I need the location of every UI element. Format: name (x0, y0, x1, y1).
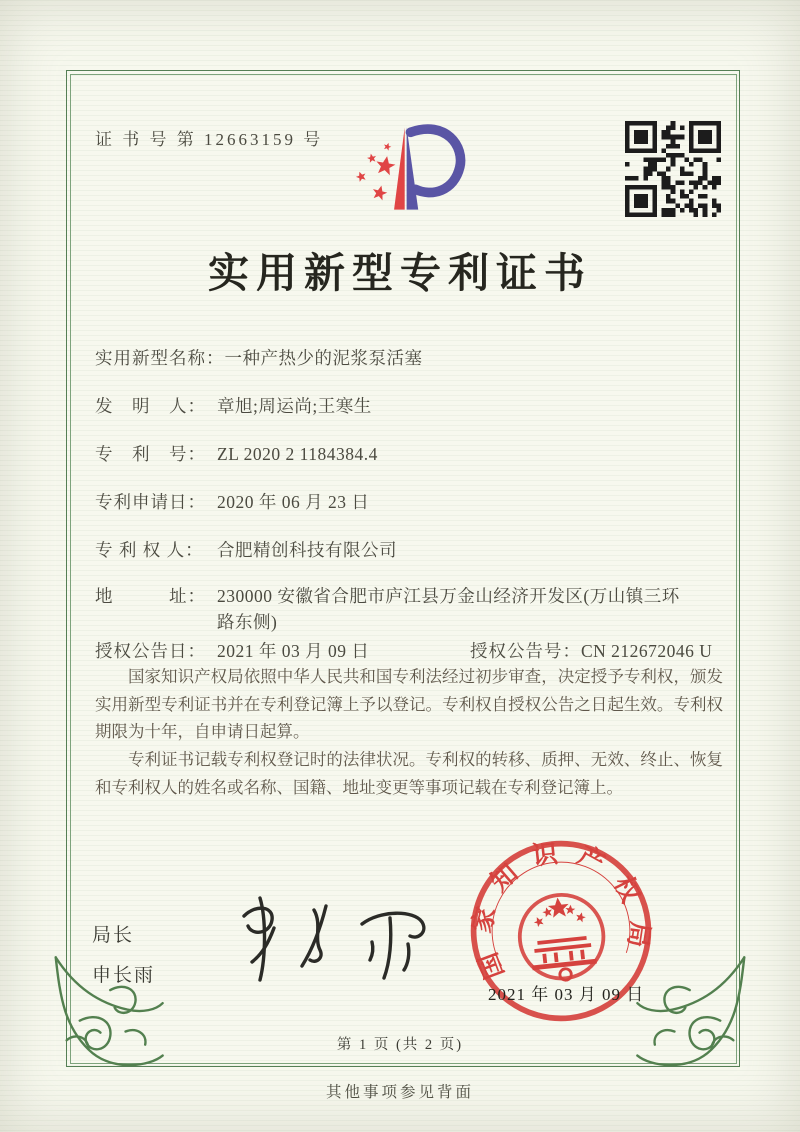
field-label: 发 明 人： (95, 396, 206, 416)
field-utility-model-name (95, 345, 723, 370)
field-value: 一种产热少的泥浆泵活塞 (224, 348, 423, 368)
field-label: 专 利 号： (95, 444, 206, 464)
legal-paragraph-2: 专利证书记载专利权登记时的法律状况。专利权的转移、质押、无效、终止、恢复和专利权人的姓名或名称、国籍、地址变更等事项记载在专利登记簿上。 (95, 750, 723, 797)
field-filing-date (95, 489, 723, 514)
field-grant-date (95, 641, 369, 661)
back-note: 其他事项参见背面 (325, 1084, 474, 1101)
legal-paragraph-1: 国家知识产权局依照中华人民共和国专利法经过初步审查，决定授予专利权，颁发实用新型专利证书并在专利登记簿上予以登记。专利权自授权公告之日起生效。专利权期限为十年，自申请日起算。 (95, 667, 723, 742)
field-label: 专利申请日： (95, 492, 206, 512)
field-label: 实用新型名称： (95, 348, 225, 368)
certificate-number: 证 书 号 第 12663159 号 (95, 130, 324, 149)
field-patentee (95, 537, 723, 562)
field-value: ZL 2020 2 1184384.4 (217, 444, 378, 464)
field-label: 地 址： (95, 586, 206, 606)
director-signature (222, 884, 442, 989)
field-grant-row (95, 638, 723, 663)
field-label: 专 利 权 人： (95, 540, 204, 560)
field-value: 章旭;周运尚;王寒生 (217, 396, 372, 416)
field-label: 授权公告日： (95, 641, 206, 661)
field-value: CN 212672046 U (581, 641, 713, 661)
seal-authority-text: 国家知识产权局 (466, 837, 655, 983)
field-grant-number (470, 638, 712, 663)
field-value: 2021 年 03 月 09 日 (217, 641, 370, 661)
field-value: 230000 安徽省合肥市庐江县万金山经济开发区(万山镇三环路东侧) (217, 586, 680, 633)
field-address (95, 583, 723, 636)
corner-flourish-left-icon (46, 953, 168, 1073)
signer-name: 申长雨 (92, 965, 156, 986)
field-inventors (95, 393, 723, 418)
field-value: 合肥精创科技有限公司 (217, 540, 397, 560)
certificate-title: 实用新型专利证书 (208, 250, 592, 296)
corner-flourish-right-icon (632, 953, 754, 1073)
field-label: 授权公告号： (470, 641, 581, 661)
page-number: 第 1 页 (共 2 页) (336, 1037, 464, 1053)
seal-date: 2021 年 03 月 09 日 (488, 985, 645, 1004)
signer-title: 局长 (92, 925, 135, 946)
legal-text (95, 663, 723, 802)
field-patent-number (95, 441, 723, 466)
cnipa-logo-icon (338, 104, 483, 234)
qr-code (625, 121, 721, 217)
field-value: 2020 年 06 月 23 日 (217, 492, 370, 512)
